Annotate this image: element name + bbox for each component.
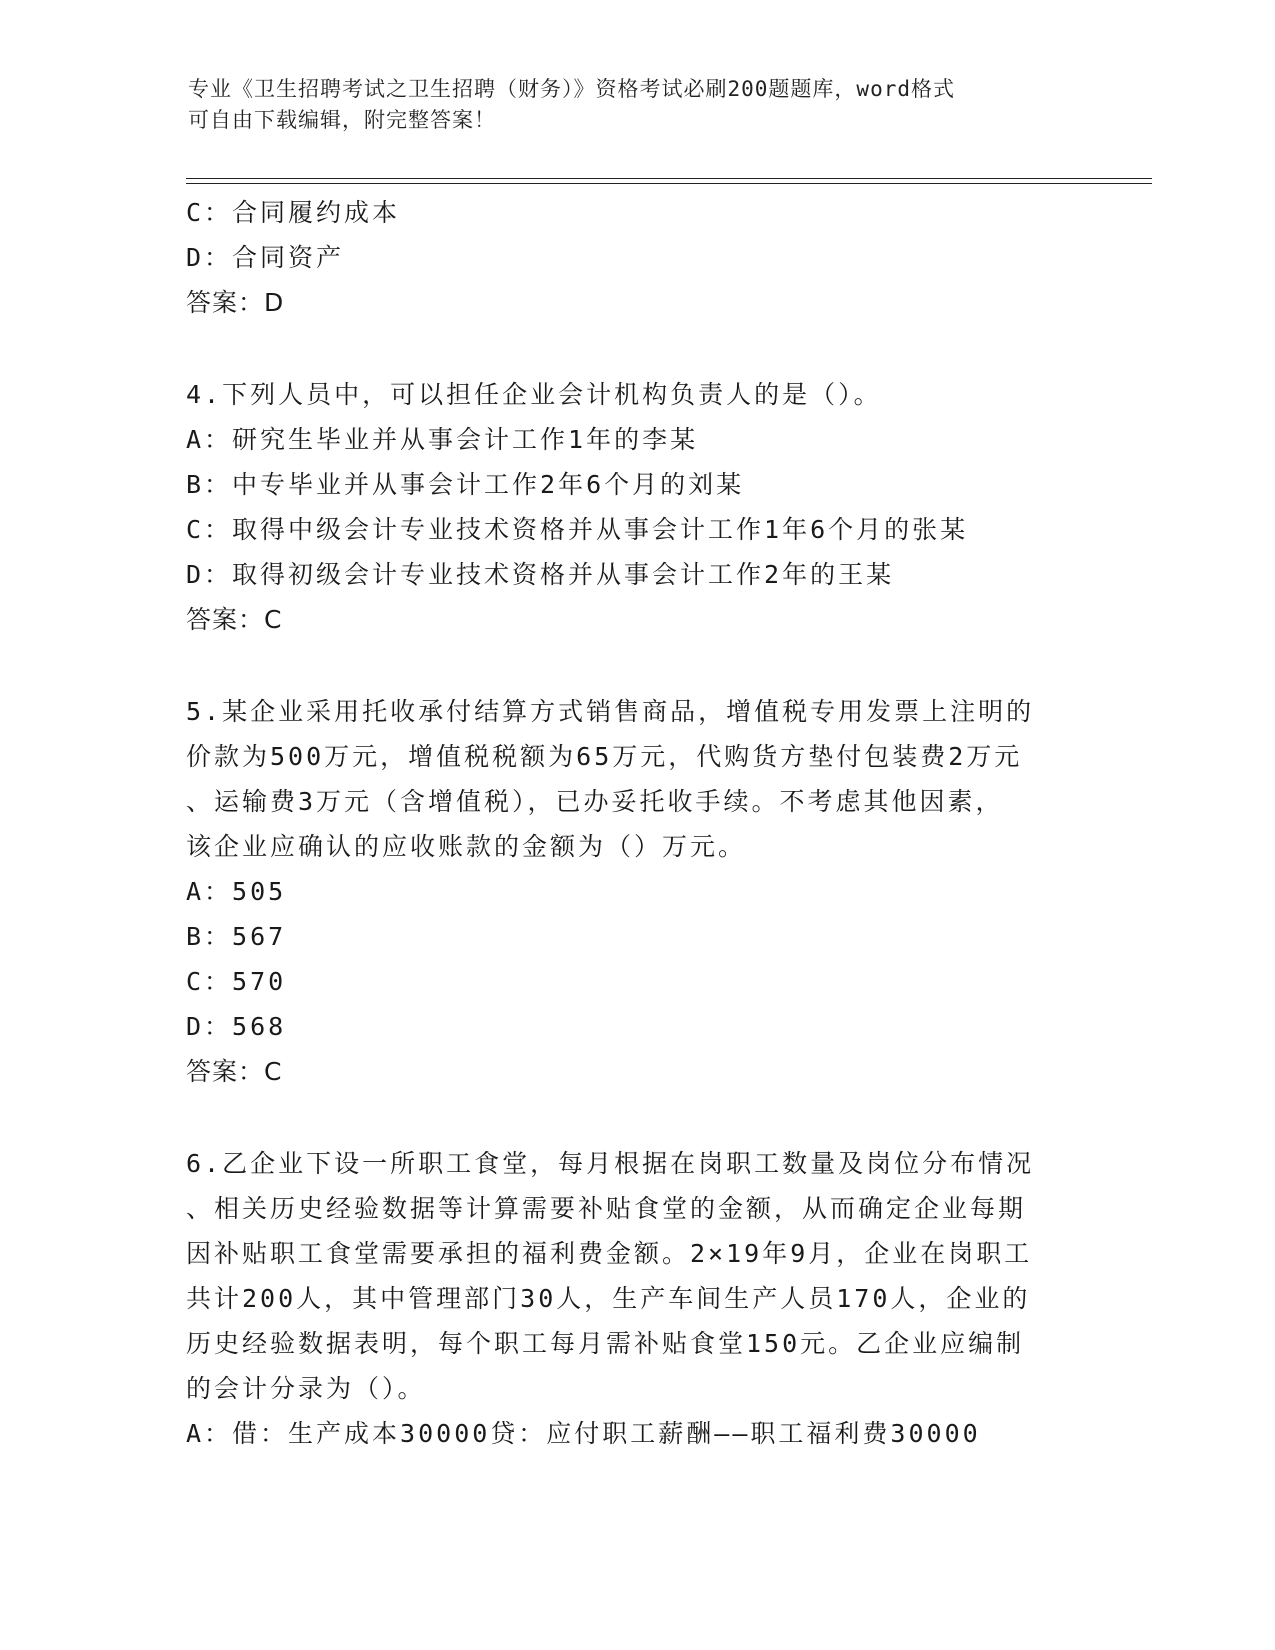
q6-option-a: A：借：生产成本30000贷：应付职工薪酬——职工福利费30000 — [186, 1419, 981, 1448]
q5-stem-line: 、运输费3万元（含增值税），已办妥托收手续。不考虑其他因素， — [186, 787, 1004, 816]
q5-stem-line: 5.某企业采用托收承付结算方式销售商品，增值税专用发票上注明的 — [186, 697, 1035, 726]
q5-answer: 答案：C — [186, 1057, 283, 1086]
header-line-2: 可自由下载编辑，附完整答案！ — [188, 108, 496, 132]
header-rule-bottom — [186, 183, 1152, 184]
q3-answer: 答案：D — [186, 288, 285, 317]
q3-option-c: C：合同履约成本 — [186, 198, 401, 227]
q6-stem-line: 历史经验数据表明，每个职工每月需补贴食堂150元。乙企业应编制 — [186, 1329, 1025, 1358]
question-4 — [186, 372, 1086, 642]
q5-stem-line: 价款为500万元，增值税税额为65万元，代购货方垫付包装费2万元 — [186, 742, 1023, 771]
spacer — [186, 1094, 1086, 1141]
q4-option-a: A：研究生毕业并从事会计工作1年的李某 — [186, 425, 699, 454]
question-3 — [186, 190, 1086, 325]
q4-stem: 4.下列人员中，可以担任企业会计机构负责人的是（）。 — [186, 380, 882, 409]
document-body — [186, 190, 1086, 1456]
spacer — [186, 642, 1086, 689]
q6-stem-line: 的会计分录为（）。 — [186, 1374, 426, 1403]
q5-option-b: B：567 — [186, 922, 287, 951]
q6-stem-line: 因补贴职工食堂需要承担的福利费金额。2×19年9月，企业在岗职工 — [186, 1239, 1033, 1268]
q6-stem-line: 、相关历史经验数据等计算需要补贴食堂的金额，从而确定企业每期 — [186, 1194, 1027, 1223]
q4-option-c: C：取得中级会计专业技术资格并从事会计工作1年6个月的张某 — [186, 515, 969, 544]
question-6 — [186, 1141, 1086, 1456]
header-line-1: 专业《卫生招聘考试之卫生招聘（财务）》资格考试必刷200题题库，word格式 — [188, 77, 955, 101]
q4-option-d: D：取得初级会计专业技术资格并从事会计工作2年的王某 — [186, 560, 895, 589]
q5-option-c: C：570 — [186, 967, 287, 996]
header-rule-top — [186, 178, 1152, 179]
q5-option-d: D：568 — [186, 1012, 287, 1041]
q4-answer: 答案：C — [186, 605, 283, 634]
spacer — [186, 325, 1086, 372]
q6-stem-line: 共计200人，其中管理部门30人，生产车间生产人员170人，企业的 — [186, 1284, 1031, 1313]
document-header — [188, 74, 1088, 136]
q5-option-a: A：505 — [186, 877, 287, 906]
q4-option-b: B：中专毕业并从事会计工作2年6个月的刘某 — [186, 470, 745, 499]
q6-stem-line: 6.乙企业下设一所职工食堂，每月根据在岗职工数量及岗位分布情况 — [186, 1149, 1035, 1178]
q5-stem-line: 该企业应确认的应收账款的金额为（）万元。 — [186, 832, 747, 861]
question-5 — [186, 689, 1086, 1094]
q3-option-d: D：合同资产 — [186, 243, 345, 272]
